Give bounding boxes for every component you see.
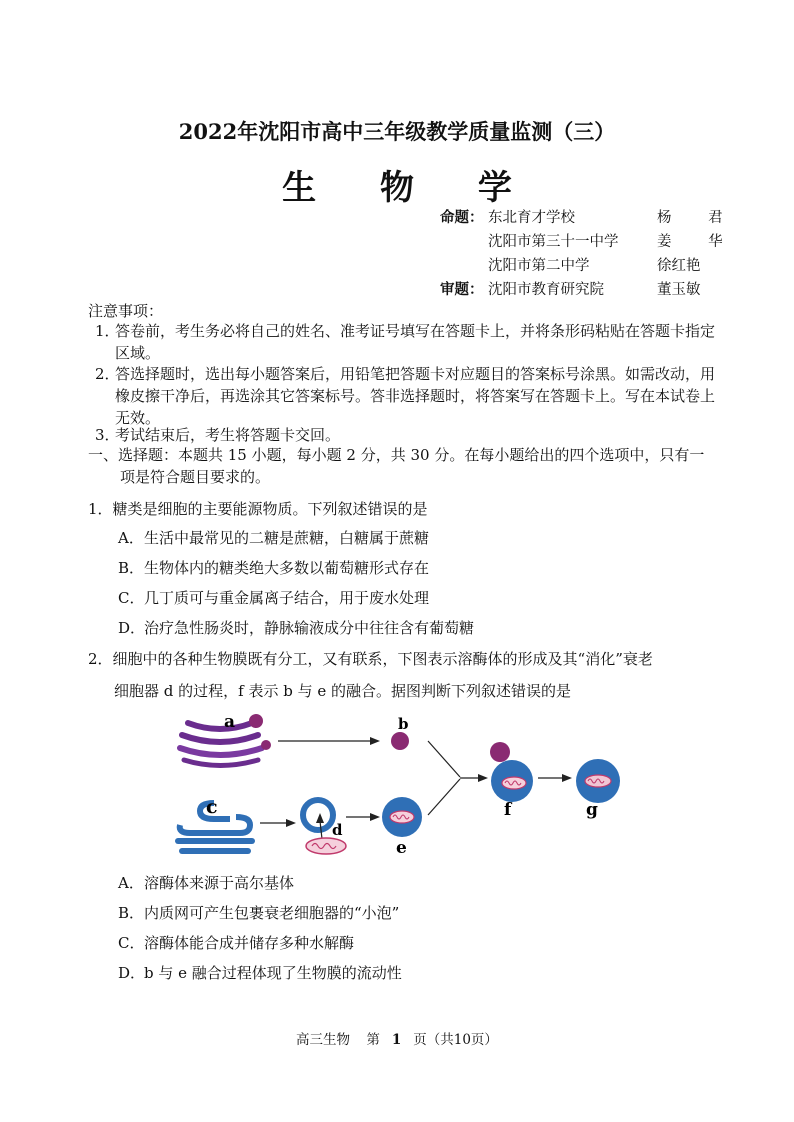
credit-row-4 xyxy=(440,278,730,298)
q1-option-b xyxy=(118,556,429,580)
option-text: 几丁质可与重金属离子结合，用于废水处理 xyxy=(144,589,430,607)
credit-org: 东北育才学校 xyxy=(488,210,575,226)
option-letter: B． xyxy=(118,904,145,922)
question-1-stem xyxy=(88,497,718,521)
credit-org: 沈阳市第二中学 xyxy=(488,258,590,274)
page-footer xyxy=(0,1028,794,1048)
q2-option-b xyxy=(118,901,399,925)
q2-option-a xyxy=(118,871,294,895)
option-text: 治疗急性肠炎时，静脉输液成分中往往含有葡萄糖 xyxy=(144,619,475,637)
credit-row-3 xyxy=(440,254,730,274)
forming-vesicle xyxy=(303,800,333,830)
label-e: e xyxy=(396,838,407,858)
notice-num: 3． xyxy=(95,426,120,444)
footer-page-number: 1 xyxy=(391,1032,402,1048)
exam-title: 2022年沈阳市高中三年级教学质量监测（三） xyxy=(178,119,616,144)
reviewer-label: 审题： xyxy=(440,282,484,298)
notice-num: 1． xyxy=(95,322,120,340)
footer-page-prefix: 第 xyxy=(366,1032,380,1048)
notice-text: 考试结束后，考生将答题卡交回。 xyxy=(115,426,341,444)
lysosome-diagram xyxy=(170,705,640,865)
option-text: 内质网可产生包裹衰老细胞器的“小泡” xyxy=(144,904,400,922)
subject-title: 生 物 学 xyxy=(282,168,538,208)
label-f: f xyxy=(504,800,512,820)
question-number: 2． xyxy=(88,650,113,668)
question-text-line1: 细胞中的各种生物膜既有分工，又有联系，下图表示溶酶体的形成及其“消化”衰老 xyxy=(112,650,653,668)
option-text: b 与 e 融合过程体现了生物膜的流动性 xyxy=(144,964,402,982)
notice-item-3 xyxy=(95,424,720,446)
lysosome-b xyxy=(391,732,409,750)
label-d: d xyxy=(332,821,343,839)
author-label: 命题： xyxy=(440,210,484,226)
credit-row-2 xyxy=(440,230,739,250)
question-text: 糖类是细胞的主要能源物质。下列叙述错误的是 xyxy=(112,500,428,518)
q1-option-a xyxy=(118,526,429,550)
q2-option-d xyxy=(118,961,402,985)
option-letter: B． xyxy=(118,559,145,577)
question-2-stem xyxy=(88,647,718,703)
label-g: g xyxy=(586,800,598,820)
footer-course: 高三生物 xyxy=(296,1032,351,1048)
credit-person: 杨 君 xyxy=(657,210,739,226)
q1-option-c xyxy=(118,586,429,610)
option-letter: C． xyxy=(118,589,145,607)
label-c: c xyxy=(206,796,218,818)
credit-org: 沈阳市第三十一中学 xyxy=(488,234,619,250)
option-text: 溶酶体来源于高尔基体 xyxy=(144,874,295,892)
option-text: 生活中最常见的二糖是蔗糖，白糖属于蔗糖 xyxy=(144,529,430,547)
question-text-line2: 细胞器 d 的过程，f 表示 b 与 e 的融合。据图判断下列叙述错误的是 xyxy=(114,682,572,700)
credit-org: 沈阳市教育研究院 xyxy=(488,282,604,298)
question-number: 1． xyxy=(88,500,113,518)
credit-person: 姜 华 xyxy=(657,234,739,250)
credit-row-1 xyxy=(440,206,739,226)
q1-option-d xyxy=(118,616,474,640)
label-b: b xyxy=(398,715,409,733)
option-text: 生物体内的糖类绝大多数以葡萄糖形式存在 xyxy=(144,559,430,577)
notice-heading: 注意事项： xyxy=(88,302,164,320)
option-letter: A． xyxy=(118,874,144,892)
credit-person: 徐红艳 xyxy=(657,258,701,274)
notice-item-1 xyxy=(95,320,720,364)
notice-num: 2． xyxy=(95,365,120,383)
notice-text: 答卷前，考生务必将自己的姓名、准考证号填写在答题卡上，并将条形码粘贴在答题卡指定区域。 xyxy=(115,322,716,362)
option-text: 溶酶体能合成并储存多种水解酶 xyxy=(144,934,355,952)
q2-option-c xyxy=(118,931,354,955)
footer-page-suffix: 页（共10页） xyxy=(413,1032,498,1048)
section-heading xyxy=(88,444,718,488)
option-letter: A． xyxy=(118,529,144,547)
option-letter: C． xyxy=(118,934,145,952)
option-letter: D． xyxy=(118,964,146,982)
credit-person: 董玉敏 xyxy=(657,282,701,298)
option-letter: D． xyxy=(118,619,146,637)
notice-text: 答选择题时，选出每小题答案后，用铅笔把答题卡对应题目的答案标号涂黑。如需改动，用橡皮擦干净后，再选涂其它答案标号。答非选择题时，将答案写在答题卡上。写在本试卷上无效。 xyxy=(115,365,716,427)
notice-item-2 xyxy=(95,363,720,429)
section-text: 一、选择题：本题共 15 小题，每小题 2 分，共 30 分。在每小题给出的四个选项中，只有一项是符合题目要求的。 xyxy=(88,446,705,486)
label-a: a xyxy=(224,712,236,732)
